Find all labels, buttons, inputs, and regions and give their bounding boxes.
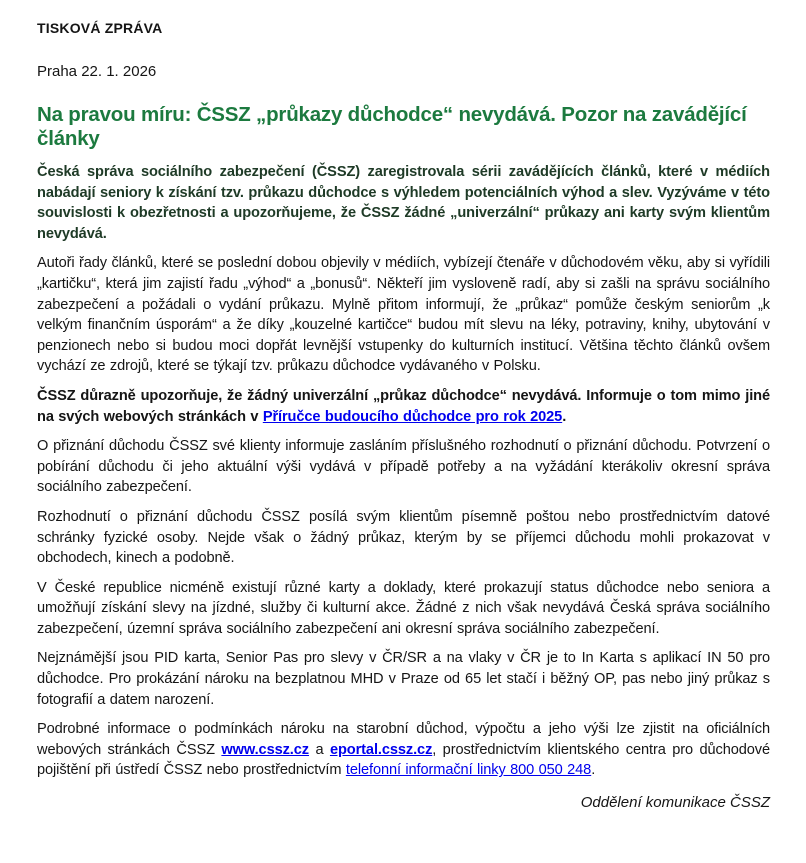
paragraph-more-information [37, 719, 770, 781]
more-info-text-3: , prostřednictvím klientského centra pro důchodové pojištění při ústředí ČSSZ nebo prostřednictvím [37, 741, 770, 779]
paragraph-warning-period: . [562, 408, 567, 425]
link-phone-info-line[interactable]: telefonní informační linky 800 050 248 [345, 762, 592, 779]
more-info-text-2: a [308, 741, 330, 758]
signature-communications-department: Oddělení komunikace ČSSZ [580, 794, 770, 812]
more-info-period: . [591, 762, 596, 779]
paragraph-decision-delivery: Rozhodnutí o přiznání důchodu ČSSZ posílá svým klientům písemně poštou nebo prostřednictvím datové schránky fyzické osoby. Nejde však o žádný průkaz, kterým by se příjemci důchodu mohli prokazovat v obchodech, kinech a podobně. [37, 508, 770, 567]
press-release-kicker: TISKOVÁ ZPRÁVA [37, 20, 163, 36]
paragraph-warning-text: ČSSZ důrazně upozorňuje, že žádný univerzální „průkaz důchodce“ nevydává. Informuje o tom mimo jiné na svých webových stránkách v [37, 387, 770, 425]
dateline: Praha 22. 1. 2026 [37, 63, 157, 80]
paragraph-pension-decision-info: O přiznání důchodu ČSSZ své klienty informuje zasláním příslušného rozhodnutí o přiznání důchodu. Potvrzení o pobírání důchodu či jeho aktuální výši vydává v případě potřeby a na vyžádání kterákoliv okresní správa sociálního zabezpečení. [37, 438, 770, 496]
link-pension-handbook-2025[interactable]: Příručce budoucího důchodce pro rok 2025 [262, 408, 563, 425]
paragraph-existing-cards: V České republice nicméně existují různé karty a doklady, které prokazují status důchodce nebo seniora a umožňují získání slevy na jízdné, služby či kulturní akce. Žádné z nich však nevydává Česká správa sociálního zabezpečení, územní správa sociálního zabezpečení ani okresní správa sociálního zabezpečení. [37, 579, 770, 637]
article-body [37, 253, 770, 781]
paragraph-known-cards: Nejznámější jsou PID karta, Senior Pas pro slevy v ČR/SR a na vlaky v ČR je to In Karta s aplikací IN 50 pro důchodce. Pro prokázání nároku na bezplatnou MHD v Praze od 65 let stačí i běžný OP, pas nebo jiný průkaz s fotografií a datem narození. [37, 650, 770, 708]
paragraph-misleading-articles: Autoři řady článků, které se poslední dobou objevily v médiích, vybízejí čtenáře v důchodovém věku, aby si vyřídili „kartičku“, která jim zajistí řadu „výhod“ a „bonusů“. Někteří jim vysloveně radí, aby si zašli na správu sociálního zabezpečení a požádali o vydání průkazu. Mylně přitom informují, že „průkaz“ pomůže českým seniorům „k velkým finančním úsporám“ a že díky „kouzelné kartičce“ budou mít slevu na léky, potraviny, knihy, ubytování v penzionech nebo si budou moci dopřát levnější vstupenky do kulturních institucí. Většina těchto článků ovšem vychází ze zdrojů, které se týkají tzv. průkazu důchodce vydávaného v Polsku. [37, 255, 770, 375]
lead-paragraph: Česká správa sociálního zabezpečení (ČSSZ) zaregistrovala sérii zavádějících článků, které v médiích nabádají seniory k získání tzv. průkazu důchodce s výhledem potenciálních výhod a slev. Vyzýváme v této souvislosti k obezřetnosti a upozorňujeme, že ČSSZ žádné „univerzální“ průkazy ani karty svým klientům nevydává. [37, 164, 770, 242]
link-cssz-website[interactable]: www.cssz.cz [221, 741, 309, 758]
link-eportal-website[interactable]: eportal.cssz.cz [329, 741, 433, 758]
page-title: Na pravou míru: ČSSZ „průkazy důchodce“ nevydává. Pozor na zavádějící články [37, 103, 747, 150]
paragraph-warning [37, 386, 770, 427]
more-info-text-1: Podrobné informace o podmínkách nároku na starobní důchod, výpočtu a jeho výši lze zjistit na oficiálních webových stránkách ČSSZ [37, 721, 770, 758]
